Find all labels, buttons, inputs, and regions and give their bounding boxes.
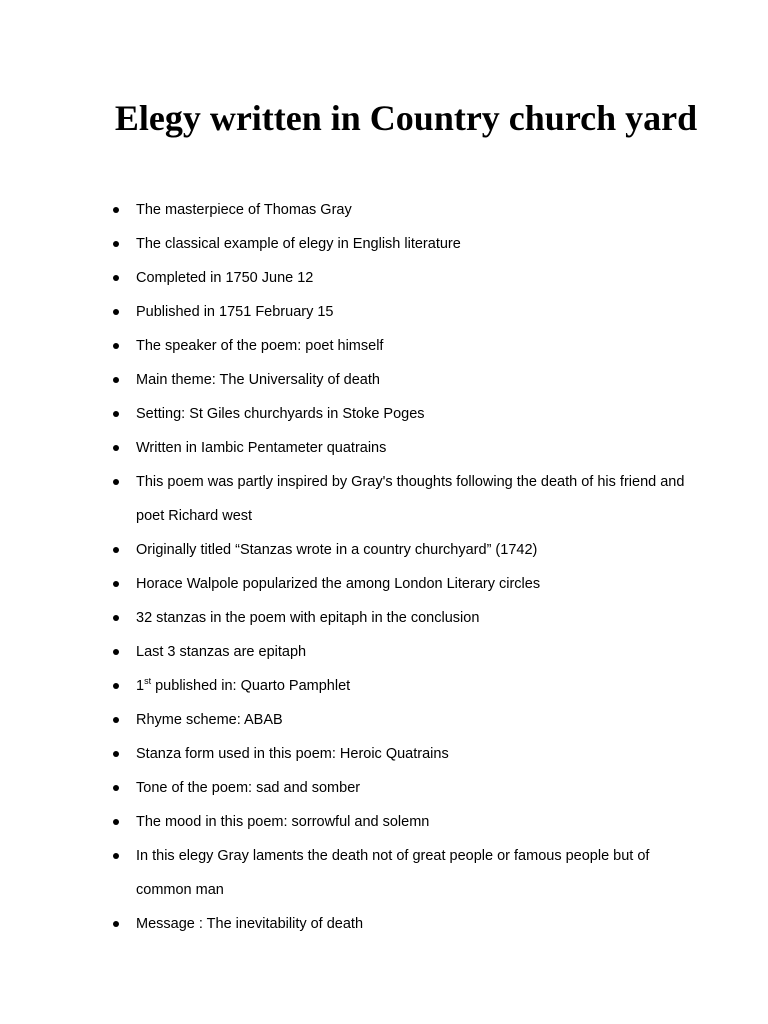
- bullet-dot-icon: [113, 547, 119, 553]
- bullet-dot-icon: [113, 275, 119, 281]
- list-item: [0, 431, 688, 465]
- bullet-dot-icon: [113, 479, 119, 485]
- list-item: [0, 907, 688, 941]
- list-item-text: Setting: St Giles churchyards in Stoke Poges: [136, 406, 425, 422]
- bullet-dot-icon: [113, 241, 119, 247]
- bullet-dot-icon: [113, 309, 119, 315]
- list-item: [0, 465, 688, 533]
- bullet-dot-icon: [113, 445, 119, 451]
- list-item-text: The classical example of elegy in English literature: [136, 236, 461, 252]
- bullet-dot-icon: [113, 343, 119, 349]
- list-item: [0, 261, 688, 295]
- list-item-text: Last 3 stanzas are epitaph: [136, 644, 307, 660]
- list-item: [0, 601, 688, 635]
- list-item-text: In this elegy Gray laments the death not of great people or famous people but of common man: [136, 848, 650, 898]
- list-item-text: Completed in 1750 June 12: [136, 270, 314, 286]
- document-title: Elegy written in Country church yard: [114, 98, 698, 138]
- list-item-text: Rhyme scheme: ABAB: [136, 712, 283, 728]
- list-item: [0, 533, 688, 567]
- list-item-text: The masterpiece of Thomas Gray: [136, 202, 352, 218]
- list-item: [0, 703, 688, 737]
- list-item-text: Stanza form used in this poem: Heroic Quatrains: [136, 746, 449, 762]
- list-item-text: Horace Walpole popularized the among London Literary circles: [136, 576, 541, 592]
- list-item-text: Originally titled “Stanzas wrote in a country churchyard” (1742): [136, 542, 538, 558]
- list-item: [0, 635, 688, 669]
- bullet-dot-icon: [113, 819, 119, 825]
- bullet-dot-icon: [113, 717, 119, 723]
- list-item-text: 32 stanzas in the poem with epitaph in the conclusion: [136, 610, 480, 626]
- list-item: [0, 295, 688, 329]
- bullet-dot-icon: [113, 615, 119, 621]
- list-item-text: Message : The inevitability of death: [136, 916, 364, 932]
- bullet-dot-icon: [113, 581, 119, 587]
- bullet-dot-icon: [113, 207, 119, 213]
- list-item-text: Tone of the poem: sad and somber: [136, 780, 361, 796]
- list-item: [0, 771, 688, 805]
- list-item: [0, 669, 688, 703]
- list-item: [0, 397, 688, 431]
- list-item: [0, 839, 688, 907]
- list-item-text: The mood in this poem: sorrowful and solemn: [136, 814, 430, 830]
- bullet-dot-icon: [113, 785, 119, 791]
- bullet-list: [0, 193, 768, 941]
- bullet-dot-icon: [113, 921, 119, 927]
- list-item: [0, 805, 688, 839]
- bullet-dot-icon: [113, 853, 119, 859]
- bullet-dot-icon: [113, 683, 119, 689]
- list-item-text: Published in 1751 February 15: [136, 304, 334, 320]
- bullet-dot-icon: [113, 649, 119, 655]
- list-item: [0, 329, 688, 363]
- list-item-text: Written in Iambic Pentameter quatrains: [136, 440, 387, 456]
- list-item-text: The speaker of the poem: poet himself: [136, 338, 384, 354]
- bullet-dot-icon: [113, 751, 119, 757]
- list-item-text: This poem was partly inspired by Gray's thoughts following the death of his friend and poet Richard west: [136, 474, 685, 524]
- list-item-text: published in: Quarto Pamphlet: [151, 678, 351, 694]
- list-item: [0, 193, 688, 227]
- list-item: [0, 567, 688, 601]
- list-item-text: Main theme: The Universality of death: [136, 372, 380, 388]
- list-item: [0, 737, 688, 771]
- bullet-dot-icon: [113, 411, 119, 417]
- ordinal-suffix: st: [144, 676, 152, 687]
- list-item-ordinal: 1: [136, 678, 145, 694]
- list-item: [0, 227, 688, 261]
- bullet-dot-icon: [113, 377, 119, 383]
- list-item: [0, 363, 688, 397]
